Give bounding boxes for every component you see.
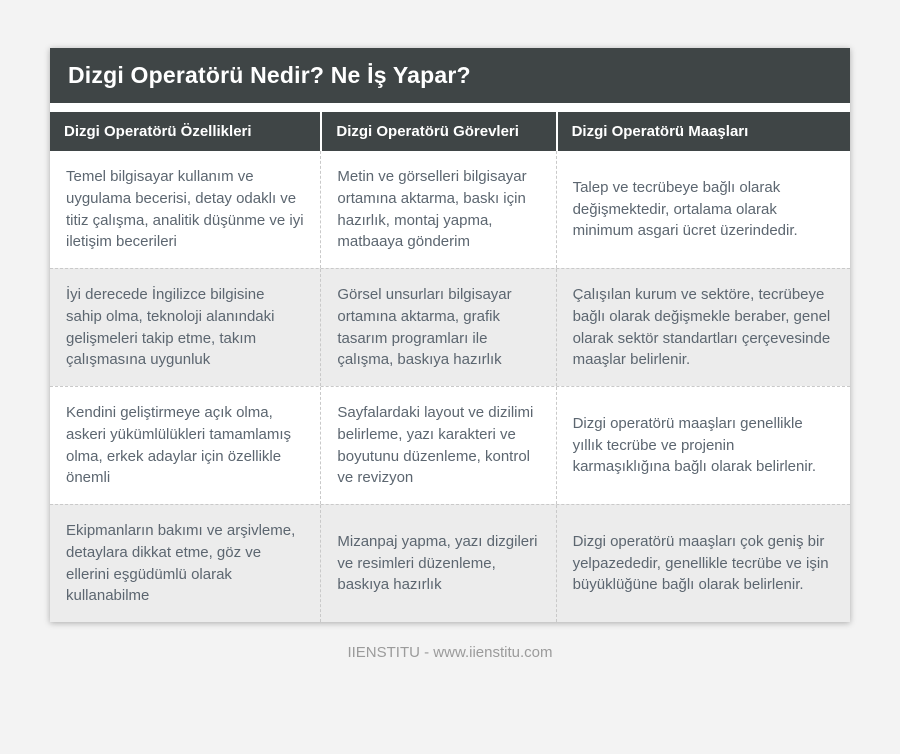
- table-cell: İyi derecede İngilizce bilgisine sahip olma, teknoloji alanındaki gelişmeleri takip etme, takım çalışmasına uygunluk: [66, 286, 275, 369]
- table-cell: Görsel unsurları bilgisayar ortamına aktarma, grafik tasarım programları ile çalışma, baskıya hazırlık: [320, 269, 555, 386]
- table-row: [50, 151, 850, 268]
- table-row: [50, 386, 850, 504]
- title-divider: [50, 103, 850, 112]
- table-cell: Kendini geliştirmeye açık olma, askeri yükümlülükleri tamamlamış olma, erkek adaylar için özellikle önemli: [66, 404, 292, 487]
- column-header-gorevleri: Dizgi Operatörü Görevleri: [320, 112, 555, 151]
- table-row: [50, 268, 850, 386]
- table-cell: Ekipmanların bakımı ve arşivleme, detaylara dikkat etme, göz ve ellerini eşgüdümlü olarak kullanabilme: [66, 522, 296, 605]
- table-cell: Dizgi operatörü maaşları çok geniş bir yelpazededir, genellikle tecrübe ve işin büyüklüğüne bağlı olarak belirlenir.: [556, 505, 850, 622]
- table-row: [50, 504, 850, 622]
- column-header-ozellikleri: Dizgi Operatörü Özellikleri: [50, 112, 320, 151]
- table-header-row: [50, 112, 850, 151]
- page-title: Dizgi Operatörü Nedir? Ne İş Yapar?: [50, 48, 850, 103]
- info-table: [50, 112, 850, 622]
- table-cell: Talep ve tecrübeye bağlı olarak değişmektedir, ortalama olarak minimum asgari ücret üzerindedir.: [556, 151, 850, 268]
- column-header-maaslari: Dizgi Operatörü Maaşları: [556, 112, 850, 151]
- footer-text: IIENSTITU - www.iienstitu.com: [347, 644, 553, 661]
- table-cell: Mizanpaj yapma, yazı dizgileri ve resimleri düzenleme, baskıya hazırlık: [320, 505, 555, 622]
- table-cell: Dizgi operatörü maaşları genellikle yıllık tecrübe ve projenin karmaşıklığına bağlı olarak belirlenir.: [556, 387, 850, 504]
- table-cell: Sayfalardaki layout ve dizilimi belirleme, yazı karakteri ve boyutunu düzenleme, kontrol ve revizyon: [320, 387, 555, 504]
- table-cell: Temel bilgisayar kullanım ve uygulama becerisi, detay odaklı ve titiz çalışma, analitik düşünme ve iyi iletişim becerileri: [66, 168, 304, 251]
- content-card: [50, 48, 850, 622]
- table-cell: Çalışılan kurum ve sektöre, tecrübeye bağlı olarak değişmekle beraber, genel olarak sektör standartları çerçevesinde maaşlar belirlenir.: [556, 269, 850, 386]
- table-cell: Metin ve görselleri bilgisayar ortamına aktarma, baskı için hazırlık, montaj yapma, matbaaya gönderim: [320, 151, 555, 268]
